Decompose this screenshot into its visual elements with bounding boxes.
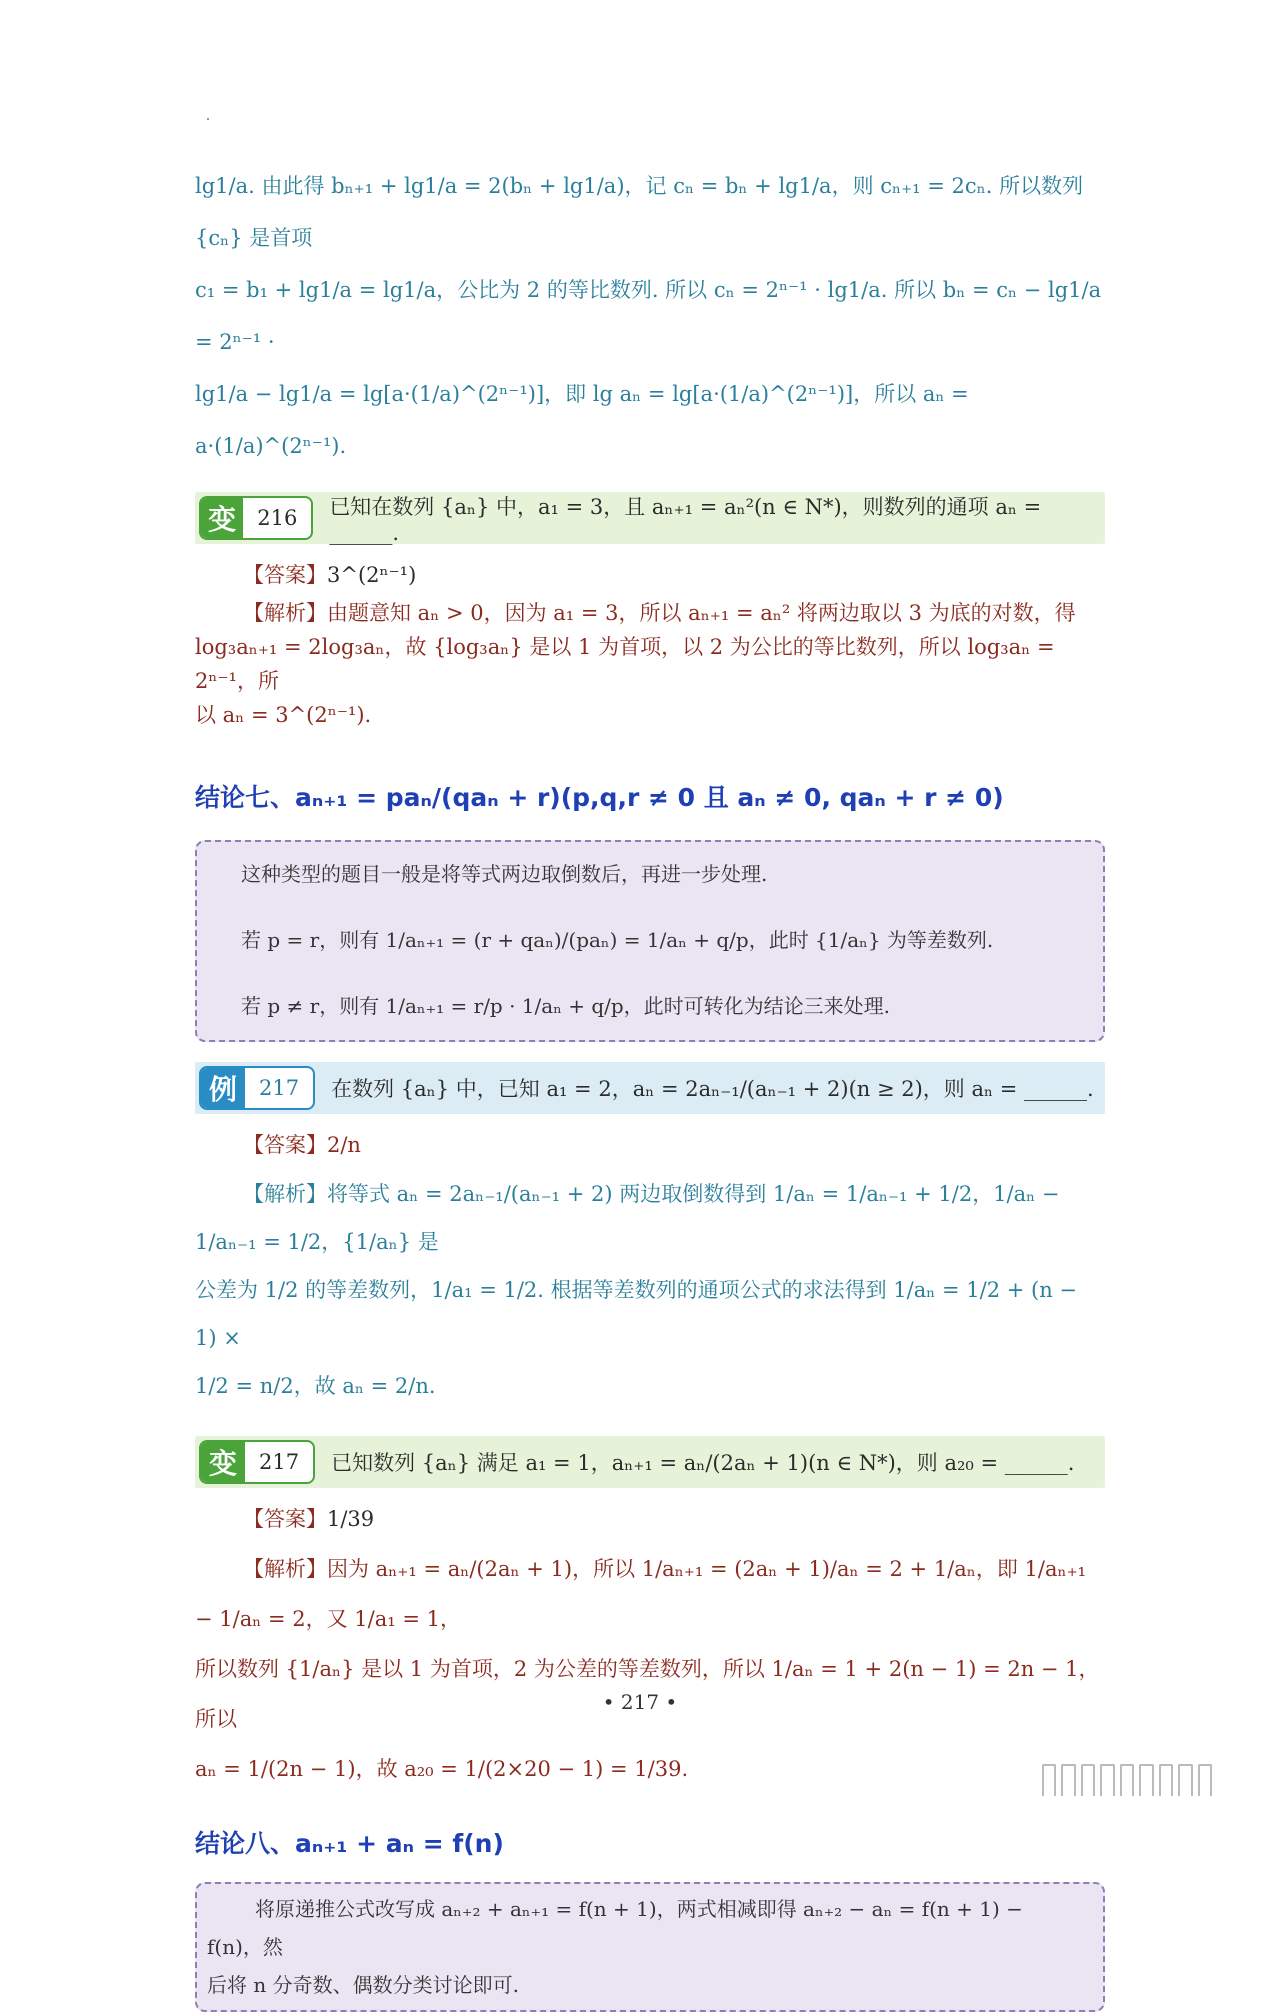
- analysis-line: 以 aₙ = 3^(2ⁿ⁻¹).: [195, 703, 372, 727]
- answer-217: [243, 1502, 1105, 1536]
- page-number: • 217 •: [602, 1690, 678, 1714]
- answer-value: 2/n: [327, 1133, 361, 1157]
- analysis-line: 公差为 1/2 的等差数列，1/a₁ = 1/2. 根据等差数列的通项公式的求法得到 1/aₙ = 1/2 + (n − 1) ×: [195, 1278, 1078, 1350]
- problem-text: 已知在数列 {aₙ} 中，a₁ = 3，且 aₙ₊₁ = aₙ²(n ∈ N*)，则数列的通项 aₙ = ______.: [329, 495, 1042, 545]
- page-content: [195, 160, 1105, 2012]
- example-217-banner: [195, 1062, 1105, 1114]
- solution-line: lg1/a − lg1/a = lg[a·(1/a)^(2ⁿ⁻¹)]，即 lg aₙ = lg[a·(1/a)^(2ⁿ⁻¹)]，所以 aₙ = a·(1/a)^(2ⁿ⁻¹).: [195, 382, 969, 458]
- problem-tag: [199, 1440, 315, 1484]
- conclusion-7-title: 结论七、aₙ₊₁ = paₙ/(qaₙ + r)(p,q,r ≠ 0 且 aₙ ≠ 0, qaₙ + r ≠ 0): [195, 783, 1004, 812]
- problem-text: 已知数列 {aₙ} 满足 a₁ = 1，aₙ₊₁ = aₙ/(2aₙ + 1)(n ∈ N*)，则 a₂₀ = ______.: [331, 1451, 1075, 1475]
- answer-value: 3^(2ⁿ⁻¹): [327, 563, 417, 587]
- problem-216-banner: [195, 492, 1105, 544]
- analysis-line: 1/2 = n/2，故 aₙ = 2/n.: [195, 1374, 436, 1398]
- answer-label: 【答案】: [243, 1133, 327, 1157]
- conclusion-8-title: 结论八、aₙ₊₁ + aₙ = f(n): [195, 1829, 504, 1858]
- analysis-216: [195, 596, 1105, 732]
- previous-solution: [195, 160, 1105, 472]
- note-line: 将原递推公式改写成 aₙ₊₂ + aₙ₊₁ = f(n + 1)，两式相减即得 aₙ₊₂ − aₙ = f(n + 1) − f(n)，然: [207, 1897, 1023, 1959]
- tag-number: 217: [259, 1076, 300, 1100]
- note-line: 这种类型的题目一般是将等式两边取倒数后，再进一步处理.: [241, 862, 768, 886]
- answer-216: [243, 558, 1105, 592]
- analysis-line: 【解析】由题意知 aₙ > 0，因为 a₁ = 3，所以 aₙ₊₁ = aₙ² 将两边取以 3 为底的对数，得: [243, 601, 1076, 625]
- solution-line: c₁ = b₁ + lg1/a = lg1/a，公比为 2 的等比数列. 所以 cₙ = 2ⁿ⁻¹ · lg1/a. 所以 bₙ = cₙ − lg1/a = 2ⁿ⁻¹ ·: [195, 278, 1102, 354]
- tag-number: 216: [257, 506, 298, 530]
- answer-value: 1/39: [327, 1507, 375, 1531]
- watermark-logo: [1042, 1762, 1212, 1796]
- tag-char: 例: [201, 1068, 245, 1108]
- answer-label: 【答案】: [243, 1507, 327, 1531]
- solution-line: lg1/a. 由此得 bₙ₊₁ + lg1/a = 2(bₙ + lg1/a)，记 cₙ = bₙ + lg1/a，则 cₙ₊₁ = 2cₙ. 所以数列 {cₙ} 是首项: [195, 174, 1084, 250]
- conclusion-7-note: [195, 840, 1105, 1042]
- problem-217-banner: [195, 1436, 1105, 1488]
- problem-tag: [199, 496, 313, 540]
- analysis-line: 【解析】因为 aₙ₊₁ = aₙ/(2aₙ + 1)，所以 1/aₙ₊₁ = (2aₙ + 1)/aₙ = 2 + 1/aₙ，即 1/aₙ₊₁ − 1/aₙ = 2，又 1/a₁ = 1，: [195, 1557, 1087, 1631]
- analysis-example-217: [195, 1170, 1105, 1410]
- scan-dot: [207, 118, 209, 120]
- conclusion-8-note: [195, 1882, 1105, 2012]
- answer-example-217: [243, 1128, 1105, 1162]
- analysis-line: log₃aₙ₊₁ = 2log₃aₙ，故 {log₃aₙ} 是以 1 为首项，以 2 为公比的等比数列，所以 log₃aₙ = 2ⁿ⁻¹，所: [195, 635, 1055, 693]
- tag-char: 变: [201, 1442, 245, 1482]
- tag-number: 217: [259, 1450, 300, 1474]
- example-tag: [199, 1066, 315, 1110]
- tag-char: 变: [201, 498, 243, 538]
- example-text: 在数列 {aₙ} 中，已知 a₁ = 2，aₙ = 2aₙ₋₁/(aₙ₋₁ + 2)(n ≥ 2)，则 aₙ = ______.: [331, 1077, 1094, 1101]
- analysis-line: aₙ = 1/(2n − 1)，故 a₂₀ = 1/(2×20 − 1) = 1/39.: [195, 1757, 689, 1781]
- note-line: 后将 n 分奇数、偶数分类讨论即可.: [207, 1973, 519, 1997]
- answer-label: 【答案】: [243, 563, 327, 587]
- analysis-line: 【解析】将等式 aₙ = 2aₙ₋₁/(aₙ₋₁ + 2) 两边取倒数得到 1/aₙ = 1/aₙ₋₁ + 1/2，1/aₙ − 1/aₙ₋₁ = 1/2，{1/aₙ} 是: [195, 1182, 1060, 1254]
- analysis-line: 所以数列 {1/aₙ} 是以 1 为首项，2 为公差的等差数列，所以 1/aₙ = 1 + 2(n − 1) = 2n − 1，所以: [195, 1657, 1100, 1731]
- note-line: 若 p ≠ r，则有 1/aₙ₊₁ = r/p · 1/aₙ + q/p，此时可转化为结论三来处理.: [241, 994, 891, 1018]
- analysis-217: [195, 1544, 1105, 1794]
- note-line: 若 p = r，则有 1/aₙ₊₁ = (r + qaₙ)/(paₙ) = 1/aₙ + q/p，此时 {1/aₙ} 为等差数列.: [241, 928, 994, 952]
